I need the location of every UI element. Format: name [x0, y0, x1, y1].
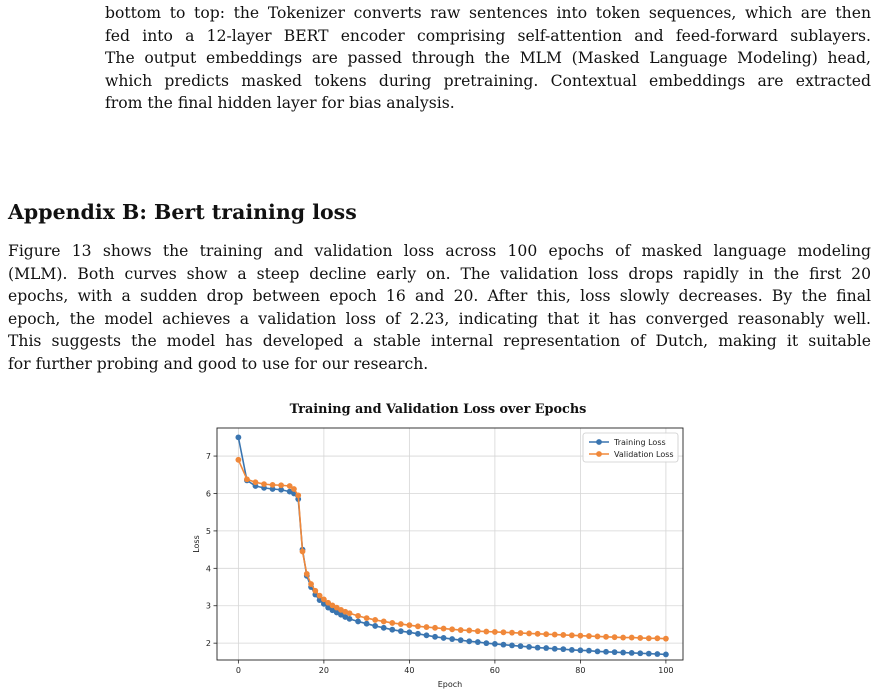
data-point	[612, 634, 618, 640]
data-point	[483, 629, 489, 635]
data-point	[595, 634, 601, 640]
x-tick-label: 100	[658, 666, 674, 675]
y-tick-label: 4	[205, 564, 211, 574]
data-point	[355, 613, 361, 619]
x-tick-label: 20	[318, 666, 329, 675]
data-point	[501, 642, 507, 648]
data-point	[347, 616, 353, 622]
data-point	[620, 635, 626, 641]
data-point	[372, 623, 378, 629]
data-point	[483, 640, 489, 646]
data-point	[560, 632, 566, 638]
y-tick-label: 7	[205, 452, 211, 462]
data-point	[577, 633, 583, 639]
y-tick-label: 3	[205, 601, 211, 611]
data-point	[389, 620, 395, 626]
data-point	[518, 630, 524, 636]
legend-swatch-marker	[596, 439, 602, 445]
data-point	[637, 650, 643, 656]
data-point	[646, 635, 652, 641]
top-paragraph-line: bottom to top: the Tokenizer converts raw sentences into token sequences, which are then	[105, 4, 871, 22]
body-paragraph-line: This suggests the model has developed a stable internal representation of Dutch, making it suitable	[8, 332, 871, 351]
data-point	[424, 632, 430, 638]
data-point	[518, 643, 524, 649]
data-point	[458, 637, 464, 643]
data-point	[449, 636, 455, 642]
top-paragraph-line: fed into a 12-layer BERT encoder comprising self-attention and feed-forward sublayers.	[105, 26, 871, 45]
legend-swatch-marker	[596, 451, 602, 457]
data-point	[492, 629, 498, 635]
data-point	[278, 482, 284, 488]
x-tick-label: 0	[235, 666, 241, 675]
data-point	[509, 630, 515, 636]
data-point	[629, 650, 635, 656]
data-point	[586, 648, 592, 654]
data-point	[300, 549, 306, 555]
data-point	[654, 635, 660, 641]
data-point	[458, 627, 464, 633]
data-point	[449, 626, 455, 632]
data-point	[552, 632, 558, 638]
data-point	[560, 646, 566, 652]
data-point	[312, 588, 318, 594]
data-point	[235, 434, 241, 440]
data-point	[381, 619, 387, 625]
data-point	[466, 638, 472, 644]
data-point	[475, 628, 481, 634]
data-point	[603, 634, 609, 640]
data-point	[406, 629, 412, 635]
data-point	[432, 634, 438, 640]
body-paragraph-line: epoch, the model achieves a validation loss of 2.23, indicating that it has converged reasonably well.	[8, 309, 871, 328]
x-tick-label: 80	[575, 666, 586, 675]
data-point	[603, 649, 609, 655]
legend-label: Validation Loss	[614, 450, 674, 459]
data-point	[304, 571, 310, 577]
chart-title: Training and Validation Loss over Epochs	[289, 402, 587, 417]
data-point	[526, 631, 532, 637]
data-point	[364, 615, 370, 621]
data-point	[355, 619, 361, 625]
x-tick-label: 60	[489, 666, 500, 675]
data-point	[543, 645, 549, 651]
data-point	[620, 650, 626, 656]
data-point	[595, 648, 601, 654]
data-point	[235, 457, 241, 463]
data-point	[347, 610, 353, 616]
legend-label: Training Loss	[614, 438, 666, 447]
top-paragraph-line: which predicts masked tokens during pretraining. Contextual embeddings are extracted	[105, 71, 871, 90]
top-paragraph-line: from the final hidden layer for bias analysis.	[105, 94, 455, 113]
data-point	[381, 625, 387, 631]
data-point	[253, 479, 259, 485]
data-point	[612, 649, 618, 655]
data-point	[543, 631, 549, 637]
data-point	[415, 631, 421, 637]
data-point	[577, 647, 583, 653]
y-tick-label: 6	[205, 489, 211, 499]
body-paragraph-line: epochs, with a sudden drop between epoch 16 and 20. After this, loss slowly decreases. By the final	[8, 287, 871, 306]
data-point	[509, 643, 515, 649]
data-point	[441, 635, 447, 641]
data-point	[569, 632, 575, 638]
data-point	[295, 492, 301, 498]
data-point	[364, 621, 370, 627]
data-point	[415, 623, 421, 629]
body-paragraph-line: (MLM). Both curves show a steep decline early on. The validation loss drops rapidly in the first 20	[8, 264, 871, 283]
data-point	[663, 651, 669, 657]
data-point	[398, 621, 404, 627]
y-axis-label: Loss	[192, 535, 201, 553]
data-point	[291, 486, 297, 492]
data-point	[389, 627, 395, 633]
data-point	[535, 645, 541, 651]
data-point	[441, 626, 447, 632]
data-point	[586, 633, 592, 639]
data-point	[492, 641, 498, 647]
data-point	[526, 644, 532, 650]
y-tick-label: 2	[205, 639, 211, 649]
data-point	[466, 628, 472, 634]
data-point	[552, 646, 558, 652]
data-point	[398, 628, 404, 634]
data-point	[535, 631, 541, 637]
data-point	[646, 651, 652, 657]
data-point	[654, 651, 660, 657]
data-point	[663, 636, 669, 642]
data-point	[501, 629, 507, 635]
data-point	[569, 647, 575, 653]
data-point	[629, 635, 635, 641]
data-point	[244, 476, 250, 482]
data-point	[261, 481, 267, 487]
body-paragraph-line: Figure 13 shows the training and validation loss across 100 epochs of masked language modeling	[8, 242, 871, 260]
data-point	[424, 624, 430, 630]
data-point	[308, 581, 314, 587]
plot-frame	[217, 428, 683, 660]
data-point	[475, 639, 481, 645]
body-paragraph-line: for further probing and good to use for our research.	[8, 354, 429, 373]
top-paragraph-line: The output embeddings are passed through the MLM (Masked Language Modeling) head,	[105, 49, 871, 68]
data-point	[637, 635, 643, 641]
data-point	[372, 617, 378, 623]
data-point	[270, 482, 276, 488]
section-title: Appendix B: Bert training loss	[8, 200, 357, 224]
x-axis-label: Epoch	[437, 680, 463, 689]
x-tick-label: 40	[404, 666, 415, 675]
data-point	[432, 625, 438, 631]
y-tick-label: 5	[205, 526, 211, 536]
data-point	[406, 622, 412, 628]
